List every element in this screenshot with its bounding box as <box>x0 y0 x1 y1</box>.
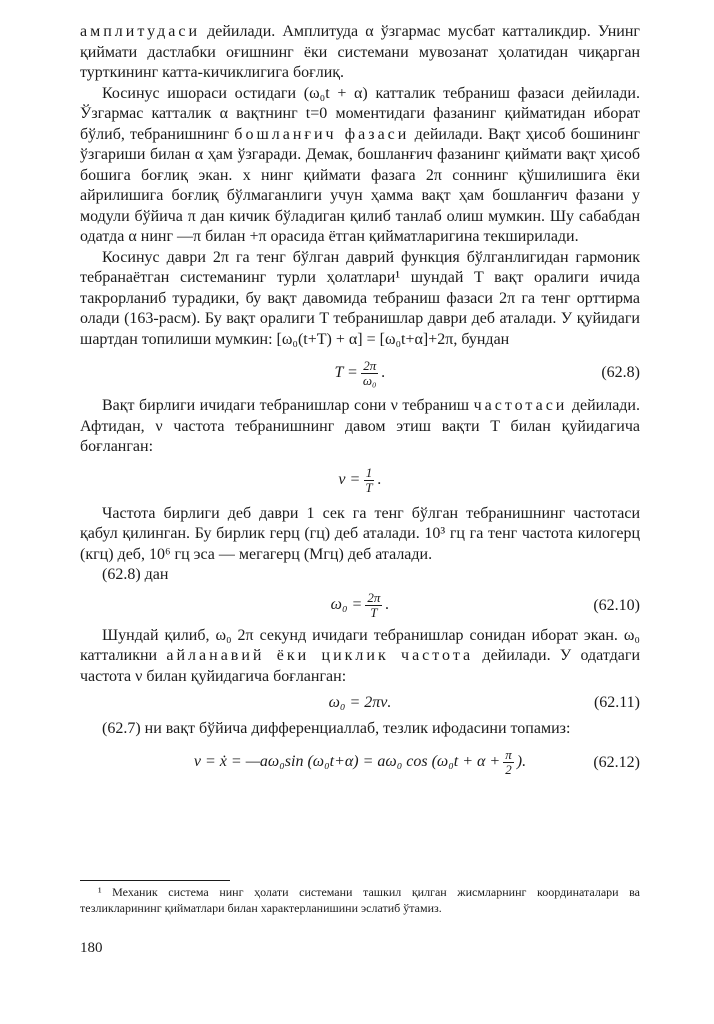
spaced-term: частотаси <box>473 397 568 414</box>
spaced-term: амплитудаси <box>80 23 201 40</box>
fraction <box>503 748 514 777</box>
paragraph-text: дейилади. Амплитуда α ўзгармас мусбат катталикдир. Унинг қиймати дастлабки оғишнинг ёки системани мувозанат ҳолатидан чиқарган турткининг катта-кичиклигига боғлиқ. <box>80 23 640 81</box>
paragraph-7 <box>80 626 640 688</box>
equation-number: (62.10) <box>593 596 640 614</box>
paragraph-1 <box>80 22 640 84</box>
equation-tail: . <box>385 596 390 614</box>
fraction-denominator: T <box>365 480 373 495</box>
equation-frequency <box>80 458 640 504</box>
fraction-denominator: T <box>370 605 378 620</box>
page-number: 180 <box>80 940 103 956</box>
equation-body: ω₀ = 2πν. <box>328 693 392 711</box>
equation-62-8 <box>80 350 640 396</box>
fraction-numerator: 2π <box>367 590 381 605</box>
equation-lhs: ω₀ = <box>330 596 363 614</box>
paragraph-2 <box>80 84 640 248</box>
main-text <box>80 22 640 786</box>
paragraph-text: дейилади. У одатдаги частота ν билан қуйидагича боғланган: <box>80 647 641 685</box>
equation-number: (62.8) <box>601 363 640 381</box>
footnote-divider <box>80 880 230 881</box>
fraction <box>361 359 379 388</box>
equation-tail: ). <box>516 753 527 771</box>
equation-tail: . <box>377 471 382 489</box>
equation-62-10 <box>80 586 640 626</box>
paragraph-5: Частота бирлиги деб даври 1 сек га тенг бўлган тебранишнинг частотаси қабул қилинган. Бу бирлик герц (гц) деб аталади. 10³ гц га тенг частота килогерц (кгц) деб, 10⁶ гц эса — мегагерц (Мгц) деб аталади. <box>80 504 640 563</box>
fraction <box>365 591 382 620</box>
equation-62-12 <box>80 740 640 786</box>
equation-tail: . <box>381 363 386 381</box>
spaced-term: бошланғич фазаси <box>234 125 410 143</box>
equation-62-11 <box>80 687 640 719</box>
fraction-denominator: ω₀ <box>362 372 377 388</box>
paragraph-3: Косинус даври 2π га тенг бўлган даврий функция бўлганлигидан гармоник тебранаётган системанинг турли ҳолатлари¹ шундай T вақт оралиги ичида такрорланиб турадики, бу вақт давомида тебраниш фазаси 2π га тенг орттирма олади (163-расм). Бу вақт оралиги T тебранишлар даври деб аталади. У қуйидаги шартдан топилиши мумкин: [ω₀(t+T) + α] = [ω₀t+α]+2π, бундан <box>80 248 640 348</box>
equation-lhs: v = ẋ = —aω₀sin (ω₀t+α) = aω₀ cos (ω₀t + α + <box>193 753 501 771</box>
paragraph-text: Вақт бирлиги ичидаги тебранишлар сони ν тебраниш <box>102 397 474 414</box>
paragraph-text: дейилади. Вақт ҳисоб бошининг ўзгариши билан α ҳам ўзгаради. Демак, бошланғич фазанинг қиймати вақт ҳисоб бошига боғлиқ экан. x нинг қиймати фазага 2π соннинг қўшилишига ёки айрилишига боғлиқ бўлмаганлиги учун ҳамма вақт ҳам бошланғич фазани у модули бўйича π дан кичик бўладиган қилиб танлаб олиш мумкин. Шу сабабдан одатда α нинг —π билан +π орасида ётган қийматларигина текширилади. <box>80 125 640 245</box>
paragraph-4 <box>80 396 640 458</box>
paragraph-text: дейилади. Афтидан, ν частота тебранишнинг давом этиш вақти T билан қуйидагича боғланган: <box>80 397 640 455</box>
fraction-denominator: 2 <box>505 762 512 777</box>
paragraph-6: (62.8) дан <box>102 566 169 583</box>
fraction <box>363 466 374 495</box>
equation-number: (62.11) <box>593 693 640 711</box>
paragraph-8: (62.7) ни вақт бўйича дифференциаллаб, тезлик ифодасини топамиз: <box>102 720 571 737</box>
footnote: ¹ Механик система нинг ҳолати системани ташкил қилган жисмларнинг координаталари ва тезликларининг қийматлари билан характерланишини эслатиб ўтамиз. <box>80 885 640 915</box>
equation-lhs: T = <box>334 363 358 381</box>
fraction-numerator: 2π <box>363 357 377 373</box>
spaced-term: айланавий ёки циклик частота <box>166 647 474 664</box>
paragraph-text: Шундай қилиб, ω₀ 2π секунд ичидаги тебранишлар сонидан иборат экан. ω₀ катталикни <box>80 626 640 664</box>
fraction-numerator: π <box>505 747 512 762</box>
fraction-numerator: 1 <box>365 465 373 480</box>
equation-lhs: ν = <box>338 471 361 489</box>
paragraph-text: Косинус ишораси остидаги (ω₀t + α) катталик тебраниш фазаси дейилади. Ўзгармас катталик α вақтнинг t=0 моментидаги фазанинг қийматидан иборат бўлиб, тебранишнинг <box>80 84 640 143</box>
equation-number: (62.12) <box>593 753 640 771</box>
